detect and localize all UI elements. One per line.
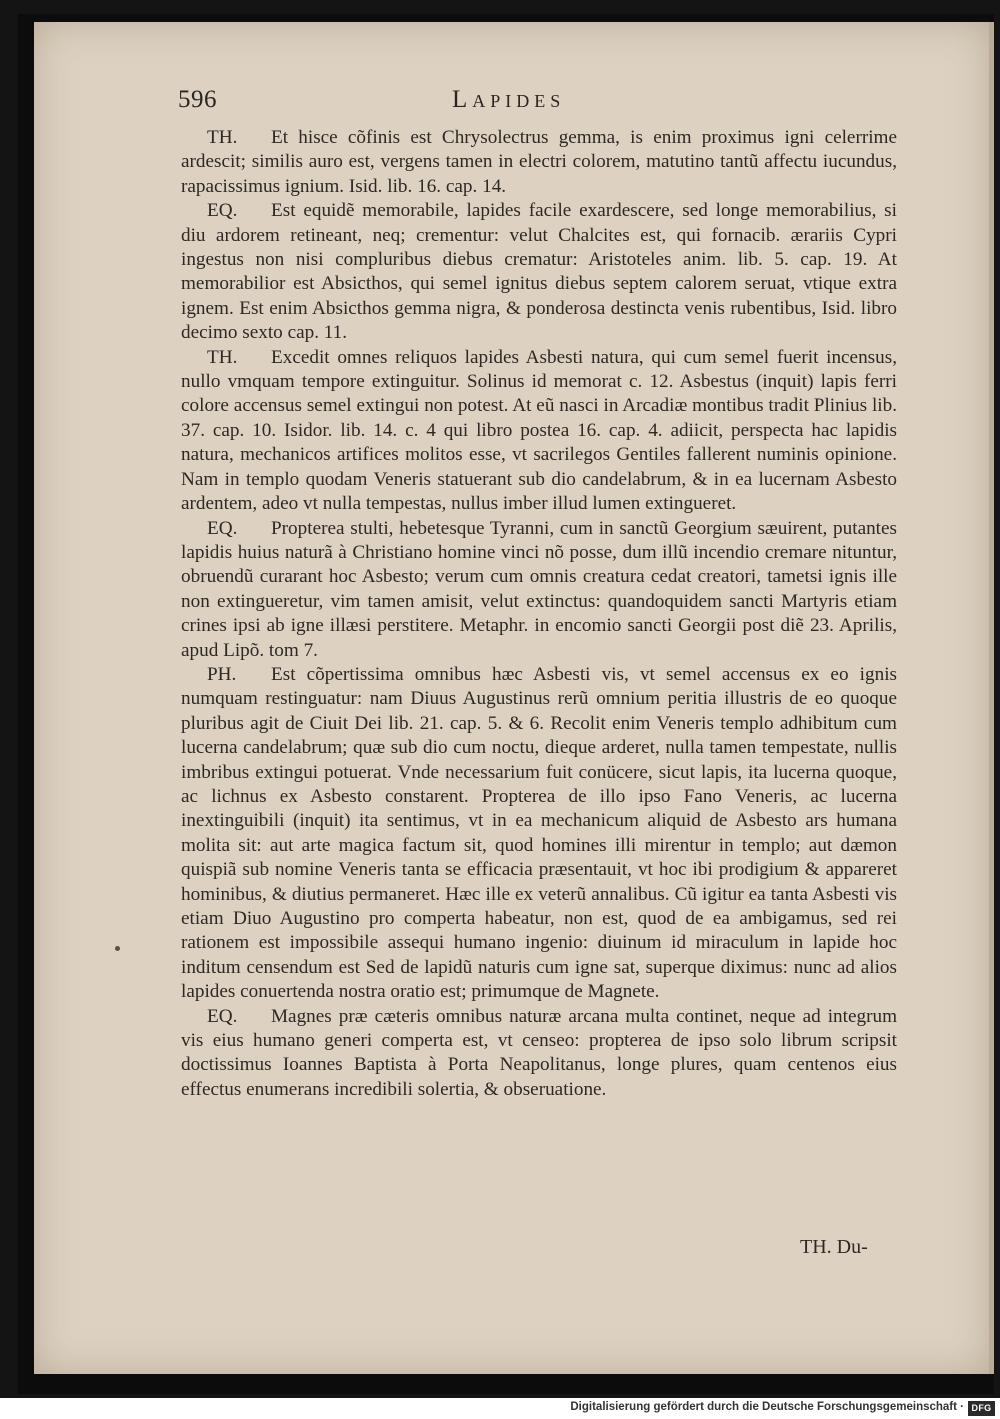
ink-speck <box>115 946 120 951</box>
speaker-label: EQ. <box>207 1005 238 1027</box>
paragraph-text: Est cõpertissima omnibus hæc Asbesti vis, vt semel accensus ex eo ignis numquam restinguatur: nam Diuus Augustinus rerũ omnium peritia illustris de eo quoque pluribus agit de Ciuit Dei lib. 21. cap. 5. & 6. Recolit enim Veneris templo adhibitum cum lucerna candelabrum; quæ sub dio cum noctu, dieque arderet, nulla tamen tempestate, nullis imbribus extingui potuerat. Vnde necessarium fuit conücere, sicut lapis, ita lucerna quoque, ac lichnus ex Asbesto constarent. Propterea de illo ipso Fano Veneris, ac lucerna inextinguibili (inquit) ita sentimus, vt in ea mechanicum aliquid de Asbesto ars humana molita sit: aut arte magica factum sit, quod homines illi mirentur in templo; aut dæmon quispiã sub nomine Veneris tanta se efficacia præsentauit, vt hoc ibi prodigium & appareret hominibus, & diutius permaneret. Hæc ille ex veterũ annalibus. Cũ igitur ea tanta Asbesti vis etiam Diuo Augustino pro comperta habeatur, non est, quod de ea ambigamus, sed rei rationem est impossibile assequi humano ingenio: diuinum id miraculum in lapide hoc inditum censendum est Sed de lapidũ naturis cum igne sat, superque diximus: nunc ad alios lapides conuertenda nostra oratio est; primumque de Magnete. <box>181 663 897 1003</box>
paragraph-text: Et hisce cõfinis est Chrysolectrus gemma, is enim proximus igni celerrime ardescit; similis auro est, vergens tamen in electri colorem, matutino tantũ affectu iucundus, rapacissimus ignium. Isid. lib. 16. cap. 14. <box>181 127 897 197</box>
paragraph-text: Propterea stulti, hebetesque Tyranni, cum in sanctũ Georgium sæuirent, putantes lapidis huius naturã à Christiano homine vinci nõ posse, dum illũ incendio cremare nituntur, obruendũ curarant hoc Asbesto; verum cum omnis creatura cedat creatori, tametsi ignis ille non extingueretur, vim tamen amisit, velut extinctus: quandoquidem sancti Martyris etiam crines ipsi ab igne illæsi perstitere. Metaphr. in encomio sancti Georgii post diẽ 23. Aprilis, apud Lipõ. tom 7. <box>181 517 897 661</box>
paragraph-th-asbestus <box>181 346 897 517</box>
speaker-label: PH. <box>207 663 237 685</box>
speaker-label: TH. <box>207 346 238 368</box>
catchword: TH. Du- <box>800 1236 868 1258</box>
running-head: Lapides <box>452 86 566 113</box>
paragraph-text: Magnes præ cæteris omnibus naturæ arcana multa continet, neque ad integrum vis eius humano generi comperta est, vt censeo: propterea de ipso solo librum scripsit doctissimus Ioannes Baptista à Porta Neapolitanus, longe plures, quam centenos eius effectus enumerans incredibili solertia, & obseruatione. <box>181 1005 897 1100</box>
digitization-credit: Digitalisierung gefördert durch die Deutsche Forschungsgemeinschaft · <box>570 1401 964 1413</box>
paragraph-text: Est equidẽ memorabile, lapides facile exardescere, sed longe memorabilius, si diu ardorem retineant, neq; crementur: velut Chalcites est, qui fornacib. ærariis Cypri ingestus non nisi compluribus diebus crematur: Aristoteles anim. lib. 5. cap. 19. At memorabilior est Absicthos, qui semel ignitus diebus septem calorem seruat, vtique extra ignem. Est enim Absicthos gemma nigra, & ponderosa destincta venis rubentibus, Isid. libro decimo sexto cap. 11. <box>181 200 897 344</box>
speaker-label: EQ. <box>207 200 238 222</box>
dfg-logo: DFG <box>968 1401 995 1416</box>
main-text-block <box>181 126 897 1102</box>
paragraph-th-chrysolectrus <box>181 126 897 199</box>
paragraph-text: Excedit omnes reliquos lapides Asbesti natura, qui cum semel fuerit incensus, nullo vmquam tempore extinguitur. Solinus id memorat c. 12. Asbestus (inquit) lapis ferri colore accensus semel extingui non potest. At eũ nasci in Arcadiæ montibus tradit Plinius lib. 37. cap. 10. Isidor. lib. 14. c. 4 qui libro postea 16. cap. 4. adiicit, perspecta hac lapidis natura, mechanicos artifices molitos esse, vt sacrilegos Gentiles fallerent numinis opinione. Nam in templo quodam Veneris statuerant sub dio candelabrum, & in ea lucernam Asbesto ardentem, adeo vt nulla tempestas, nullus imber illud lumen extingueret. <box>181 346 897 515</box>
speaker-label: TH. <box>207 127 238 148</box>
paragraph-ph-augustinus <box>181 663 897 1005</box>
page-number: 596 <box>178 86 217 113</box>
page-edge <box>989 22 994 1374</box>
paragraph-eq-georgius <box>181 517 897 663</box>
speaker-label: EQ. <box>207 517 238 539</box>
paragraph-eq-magnes <box>181 1005 897 1103</box>
paragraph-eq-chalcites <box>181 199 897 345</box>
